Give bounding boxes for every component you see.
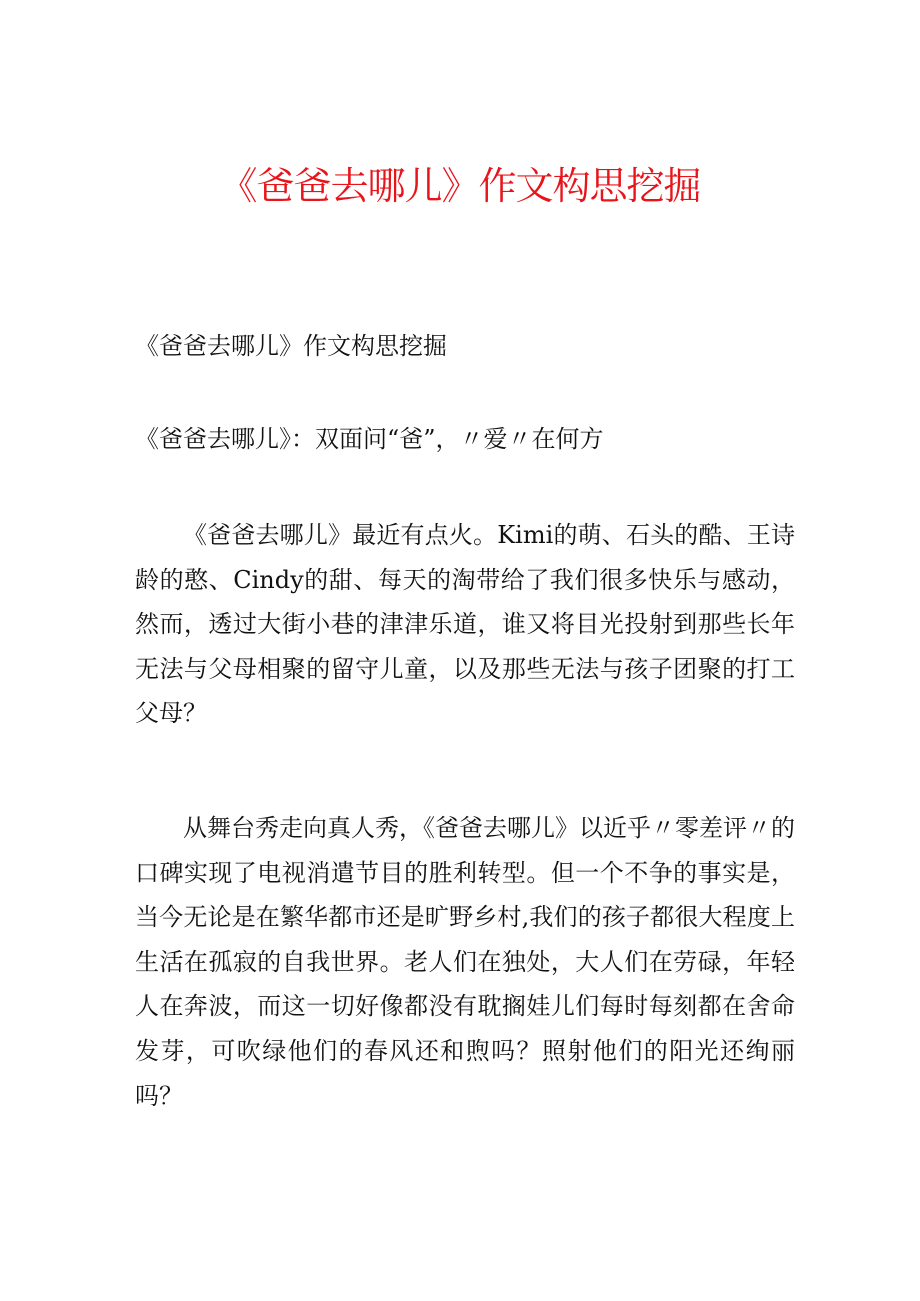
document-title: 《爸爸去哪儿》作文构思挖掘: [219, 164, 701, 208]
section-heading: 《爸爸去哪儿》：双面问“爸”，〃爱〃在何方: [135, 425, 604, 453]
document-subtitle: 《爸爸去哪儿》作文构思挖掘: [135, 332, 447, 360]
paragraph-2: 从舞台秀走向真人秀，《爸爸去哪儿》以近乎〃零差评〃的口碑实现了电视消遣节目的胜利转型。但一个不争的事实是，当今无论是在繁华都市还是旷野乡村,我们的孩子都很大程度上生活在孤寂的自我世界。老人们在独处，大人们在劳碌，年轻人在奔波，而这一切好像都没有耽搁娃儿们每时每刻都在舍命发芽，可吹绿他们的春风还和煦吗？照射他们的阳光还绚丽吗？: [135, 814, 795, 1110]
paragraph-1: 《爸爸去哪儿》最近有点火。Kimi的萌、石头的酷、王诗龄的憨、Cindy的甜、每天的淘带给了我们很多快乐与感动，然而，透过大街小巷的津津乐道，谁又将目光投射到那些长年无法与父母相聚的留守儿童，以及那些无法与孩子团聚的打工父母？: [135, 521, 795, 728]
